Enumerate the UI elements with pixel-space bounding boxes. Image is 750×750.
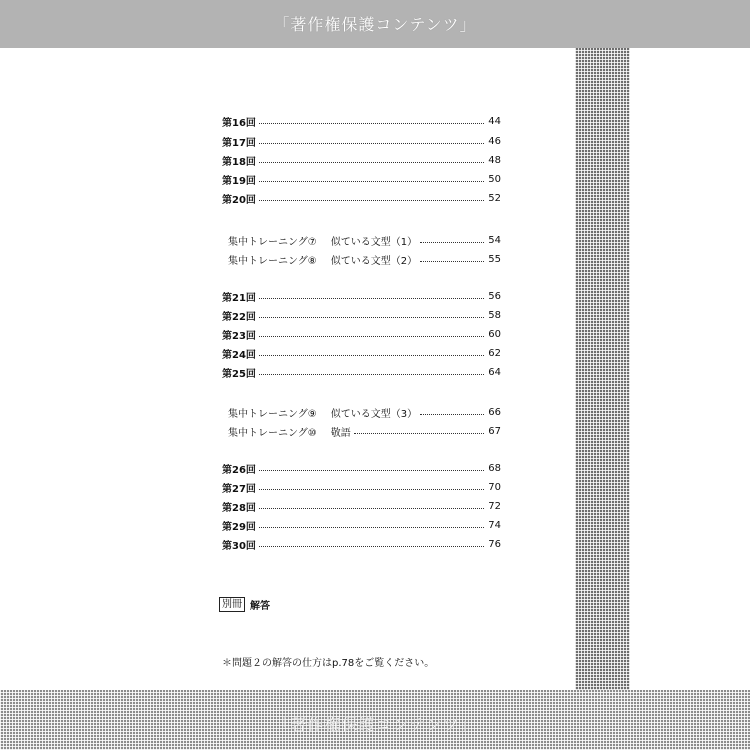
- dotted-leader: [259, 336, 484, 337]
- toc-entry: [222, 479, 501, 495]
- dotted-leader: [259, 143, 484, 144]
- toc-entry: [222, 307, 501, 323]
- toc-entry-label: 第16回: [222, 117, 256, 129]
- toc-entry-title: 敬語: [330, 427, 351, 439]
- toc-entry-title: 似ている文型（1）: [330, 236, 418, 248]
- toc-entry-label: 第29回: [222, 521, 256, 533]
- toc-entry-title: 似ている文型（3）: [330, 408, 418, 420]
- dotted-leader: [420, 261, 484, 262]
- toc-entry: [222, 364, 501, 380]
- right-halftone-strip: [575, 48, 630, 690]
- dotted-leader: [259, 181, 484, 182]
- dotted-leader: [259, 546, 484, 547]
- toc-page-number: 70: [488, 481, 501, 493]
- toc-subentry: [228, 251, 501, 267]
- dotted-leader: [259, 508, 484, 509]
- toc-page-number: 76: [488, 538, 501, 550]
- toc-entry: [222, 498, 501, 514]
- dotted-leader: [259, 527, 484, 528]
- toc-page-number: 55: [488, 253, 501, 265]
- toc-entry-label: 第27回: [222, 483, 256, 495]
- toc-entry-label: 集中トレーニング⑨: [228, 408, 317, 420]
- bessatsu-line: [219, 597, 270, 612]
- toc-entry: [222, 171, 501, 187]
- toc-entry: [222, 152, 501, 168]
- dotted-leader: [259, 470, 484, 471]
- toc-entry-label: 第30回: [222, 540, 256, 552]
- dotted-leader: [259, 355, 484, 356]
- watermark-bottom: 「著作権保護コンテンツ」: [273, 715, 477, 734]
- toc-entry-label: 集中トレーニング⑦: [228, 236, 317, 248]
- toc-entry: [222, 460, 501, 476]
- bessatsu-text: 解答: [250, 601, 270, 612]
- toc-page-number: 62: [488, 347, 501, 359]
- toc-page-number: 52: [488, 192, 501, 204]
- toc-page-number: 66: [488, 406, 501, 418]
- toc-entry-label: 第17回: [222, 137, 256, 149]
- toc-page-number: 48: [488, 154, 501, 166]
- toc-entry-label: 第25回: [222, 368, 256, 380]
- dotted-leader: [420, 242, 484, 243]
- toc-entry-label: 第19回: [222, 175, 256, 187]
- toc-page-number: 54: [488, 234, 501, 246]
- dotted-leader: [259, 489, 484, 490]
- toc-entry-label: 第24回: [222, 349, 256, 361]
- dotted-leader: [259, 200, 484, 201]
- toc-page-number: 46: [488, 135, 501, 147]
- toc-subentry: [228, 423, 501, 439]
- toc-page-number: 58: [488, 309, 501, 321]
- toc-page-number: 64: [488, 366, 501, 378]
- toc-entry-label: 集中トレーニング⑧: [228, 255, 317, 267]
- toc-subentry: [228, 404, 501, 420]
- toc-entry-label: 第21回: [222, 292, 256, 304]
- toc-entry: [222, 288, 501, 304]
- toc-entry: [222, 345, 501, 361]
- toc-entry: [222, 326, 501, 342]
- toc-entry-label: 第26回: [222, 464, 256, 476]
- toc-entry-label: 第18回: [222, 156, 256, 168]
- dotted-leader: [259, 298, 484, 299]
- toc-subentry: [228, 232, 501, 248]
- toc-entry-title: 似ている文型（2）: [330, 255, 418, 267]
- toc-entry-label: 第28回: [222, 502, 256, 514]
- toc-page-number: 56: [488, 290, 501, 302]
- toc-page-number: 50: [488, 173, 501, 185]
- toc-entry: [222, 536, 501, 552]
- toc-entry: [222, 517, 501, 533]
- toc-page-number: 74: [488, 519, 501, 531]
- toc-entry: [222, 133, 501, 149]
- dotted-leader: [259, 123, 484, 124]
- watermark-top: 「著作権保護コンテンツ」: [273, 15, 477, 34]
- dotted-leader: [259, 317, 484, 318]
- toc-entry: [222, 113, 501, 129]
- toc-page-number: 44: [488, 115, 501, 127]
- toc-page-number: 68: [488, 462, 501, 474]
- footnote: ＊問題２の解答の仕方はp.78をご覧ください。: [222, 658, 435, 669]
- bessatsu-box: 別冊: [219, 597, 245, 612]
- dotted-leader: [420, 414, 484, 415]
- toc-entry-label: 集中トレーニング⑩: [228, 427, 317, 439]
- dotted-leader: [354, 433, 484, 434]
- toc-entry-label: 第22回: [222, 311, 256, 323]
- toc-page-number: 60: [488, 328, 501, 340]
- dotted-leader: [259, 374, 484, 375]
- toc-page-number: 72: [488, 500, 501, 512]
- dotted-leader: [259, 162, 484, 163]
- toc-entry-label: 第20回: [222, 194, 256, 206]
- toc-page-number: 67: [488, 425, 501, 437]
- toc-entry: [222, 190, 501, 206]
- toc-entry-label: 第23回: [222, 330, 256, 342]
